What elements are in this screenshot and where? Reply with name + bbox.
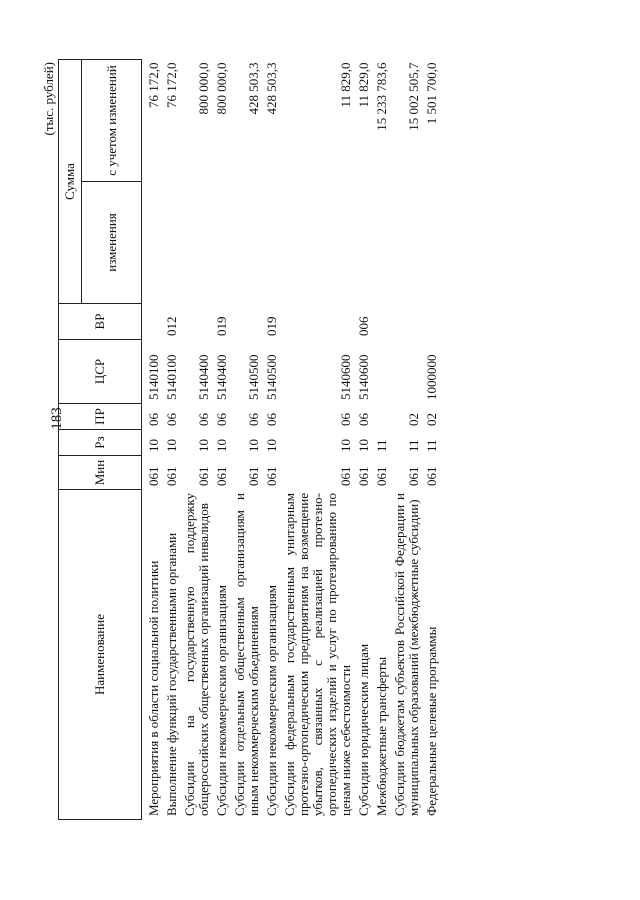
header-min: Мин xyxy=(59,456,142,490)
row-izm xyxy=(423,182,441,304)
row-csr: 5140400 xyxy=(214,354,229,400)
table-row xyxy=(423,60,441,820)
header-izm: изменения xyxy=(82,182,142,304)
table-row xyxy=(231,60,263,820)
row-total: 15 002 505,7 xyxy=(406,62,421,131)
row-vr: 012 xyxy=(164,316,179,336)
row-total: 11 829,0 xyxy=(356,62,371,108)
row-csr: 5140500 xyxy=(264,354,279,400)
row-vr xyxy=(281,304,355,340)
row-total: 76 172,0 xyxy=(146,62,161,108)
header-sum: Сумма xyxy=(59,60,82,304)
row-vr xyxy=(231,304,263,340)
row-min: 061 xyxy=(264,466,279,486)
header-name: Наименование xyxy=(59,490,142,820)
table-row xyxy=(391,60,423,820)
header-pr: ПР xyxy=(59,404,142,430)
row-min: 061 xyxy=(196,466,211,486)
row-rz: 10 xyxy=(164,439,179,452)
row-min: 061 xyxy=(406,466,421,486)
row-rz: 10 xyxy=(246,439,261,452)
row-name: Федеральные целевые программы xyxy=(424,626,439,816)
row-pr: 02 xyxy=(424,413,439,426)
row-min: 061 xyxy=(356,466,371,486)
row-vr: 019 xyxy=(264,316,279,336)
row-total: 428 503,3 xyxy=(246,62,261,115)
row-csr: 5140100 xyxy=(164,354,179,400)
row-pr: 02 xyxy=(406,413,421,426)
row-rz: 11 xyxy=(374,439,389,452)
table-row xyxy=(373,60,391,820)
table-row xyxy=(281,60,355,820)
row-min: 061 xyxy=(374,466,389,486)
header-total: с учетом изменений xyxy=(82,60,142,182)
row-name: Субсидии на государственную поддержку общероссийских общественных организаций инвалидов xyxy=(182,493,211,816)
row-izm xyxy=(213,182,231,304)
row-min: 061 xyxy=(146,466,161,486)
row-csr: 5140500 xyxy=(246,354,261,400)
header-rz: Рз xyxy=(59,430,142,456)
row-pr: 06 xyxy=(146,413,161,426)
row-pr: 06 xyxy=(196,413,211,426)
row-min: 061 xyxy=(338,466,353,486)
row-total: 11 829,0 xyxy=(338,62,353,108)
row-total: 800 000,0 xyxy=(214,62,229,115)
row-izm xyxy=(373,182,391,304)
row-rz: 10 xyxy=(264,439,279,452)
row-pr: 06 xyxy=(338,413,353,426)
row-vr xyxy=(142,304,164,340)
row-vr xyxy=(373,304,391,340)
table-row xyxy=(213,60,231,820)
rotated-page-content xyxy=(40,60,580,840)
table-row xyxy=(263,60,281,820)
row-rz: 10 xyxy=(214,439,229,452)
row-total: 428 503,3 xyxy=(264,62,279,115)
row-pr: 06 xyxy=(164,413,179,426)
row-rz: 10 xyxy=(356,439,371,452)
row-pr xyxy=(373,404,391,430)
row-vr xyxy=(181,304,213,340)
row-vr: 019 xyxy=(214,316,229,336)
row-izm xyxy=(231,182,263,304)
row-csr: 5140100 xyxy=(146,354,161,400)
row-vr xyxy=(423,304,441,340)
row-total: 1 501 700,0 xyxy=(424,62,439,125)
row-pr: 06 xyxy=(356,413,371,426)
budget-table xyxy=(58,59,441,820)
row-rz: 10 xyxy=(338,439,353,452)
row-total: 15 233 783,6 xyxy=(374,62,389,131)
row-min: 061 xyxy=(246,466,261,486)
table-row xyxy=(181,60,213,820)
header-vr: ВР xyxy=(59,304,142,340)
row-csr: 5140400 xyxy=(196,354,211,400)
row-rz: 10 xyxy=(146,439,161,452)
row-name: Субсидии некоммерческим организациям xyxy=(264,584,279,816)
row-name: Субсидии некоммерческим организациям xyxy=(214,584,229,816)
row-vr: 006 xyxy=(356,316,371,336)
row-rz: 10 xyxy=(196,439,211,452)
row-csr: 5140600 xyxy=(338,354,353,400)
row-total: 76 172,0 xyxy=(164,62,179,108)
row-izm xyxy=(163,182,181,304)
row-izm xyxy=(181,182,213,304)
header-csr: ЦСР xyxy=(59,340,142,404)
table-row xyxy=(163,60,181,820)
row-min: 061 xyxy=(214,466,229,486)
row-csr xyxy=(391,340,423,404)
row-total: 800 000,0 xyxy=(196,62,211,115)
row-name: Субсидии отдельным общественным организациям и иным некоммерческим объединениям xyxy=(232,493,261,816)
row-vr xyxy=(391,304,423,340)
row-izm xyxy=(355,182,373,304)
row-min: 061 xyxy=(424,466,439,486)
row-pr: 06 xyxy=(246,413,261,426)
row-name: Выполнение функций государственными органами xyxy=(164,532,179,816)
row-izm xyxy=(281,182,355,304)
row-izm xyxy=(391,182,423,304)
table-body xyxy=(142,60,442,820)
row-izm xyxy=(263,182,281,304)
row-name: Субсидии федеральным государственным унитарным протезно-ортопедическим предприятиям на возмещение убытков, связанных с реализацией протезно-ортопедических изделий и услуг по протезированию по ценам ниже себестоимости xyxy=(282,493,353,816)
row-izm xyxy=(142,182,164,304)
page-number: 183 xyxy=(48,407,65,430)
row-name: Субсидии юридическим лицам xyxy=(356,643,371,816)
row-csr: 5140600 xyxy=(356,354,371,400)
row-name: Субсидии бюджетам субъектов Российской Федерации и муниципальных образований (межбюджетные субсидии) xyxy=(392,493,421,816)
units-label: (тыс. рублей) xyxy=(41,62,56,136)
row-csr xyxy=(373,340,391,404)
row-name: Межбюджетные трансферты xyxy=(374,656,389,816)
row-pr: 06 xyxy=(264,413,279,426)
row-pr: 06 xyxy=(214,413,229,426)
row-csr: 1000000 xyxy=(424,354,439,400)
row-rz: 11 xyxy=(406,439,421,452)
row-rz: 11 xyxy=(424,439,439,452)
table-row xyxy=(142,60,164,820)
table-row xyxy=(355,60,373,820)
row-name: Мероприятия в области социальной политики xyxy=(146,560,161,816)
row-min: 061 xyxy=(164,466,179,486)
